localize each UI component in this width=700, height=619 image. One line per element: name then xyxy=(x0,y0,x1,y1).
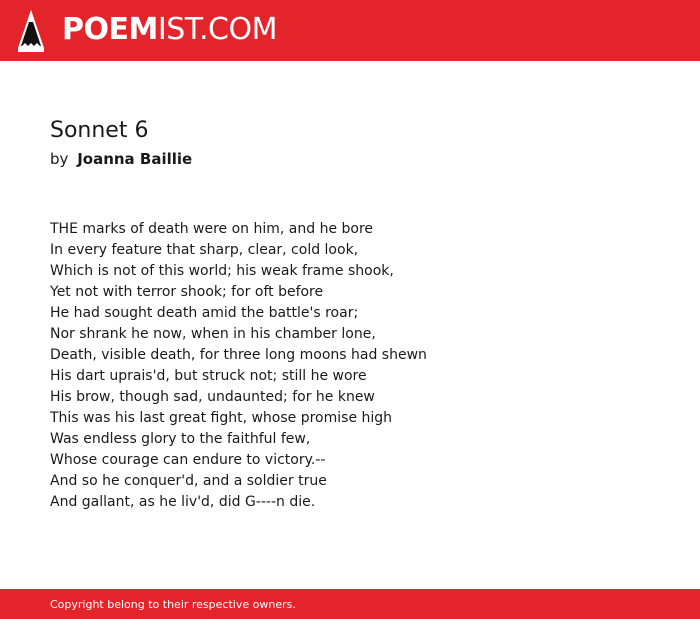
poem-line: And so he conquer'd, and a soldier true xyxy=(50,473,327,489)
poem-line: Was endless glory to the faithful few, xyxy=(50,431,311,447)
poem-line: This was his last great fight, whose promise high xyxy=(50,410,393,426)
author-name: Joanna Baillie xyxy=(77,150,193,168)
poem-line: Death, visible death, for three long moons had shewn xyxy=(50,347,427,363)
poem-line: Which is not of this world; his weak frame shook, xyxy=(50,263,394,279)
poem-line: And gallant, as he liv'd, did G----n die. xyxy=(50,494,316,510)
by-label: by xyxy=(50,150,69,168)
poem-title: Sonnet 6 xyxy=(50,118,149,143)
poem-body xyxy=(50,219,427,513)
poem-line: Nor shrank he now, when in his chamber lone, xyxy=(50,326,376,342)
poem-line: In every feature that sharp, clear, cold look, xyxy=(50,242,359,258)
poem-line: Whose courage can endure to victory.-- xyxy=(50,452,326,468)
poem-line: THE marks of death were on him, and he bore xyxy=(50,221,374,237)
site-logo[interactable] xyxy=(62,12,277,48)
poem-line: His dart uprais'd, but struck not; still he wore xyxy=(50,368,367,384)
logo-text-bold: POEM xyxy=(62,12,158,47)
site-footer xyxy=(0,589,700,619)
byline xyxy=(50,149,192,169)
copyright-notice: Copyright belong to their respective owners. xyxy=(50,598,296,611)
poem-line: Yet not with terror shook; for oft before xyxy=(50,284,324,300)
pencil-icon[interactable] xyxy=(18,10,44,52)
poem-line: He had sought death amid the battle's roar; xyxy=(50,305,359,321)
logo-text-light: IST.COM xyxy=(157,12,277,47)
site-header xyxy=(0,0,700,61)
poem-line: His brow, though sad, undaunted; for he knew xyxy=(50,389,375,405)
